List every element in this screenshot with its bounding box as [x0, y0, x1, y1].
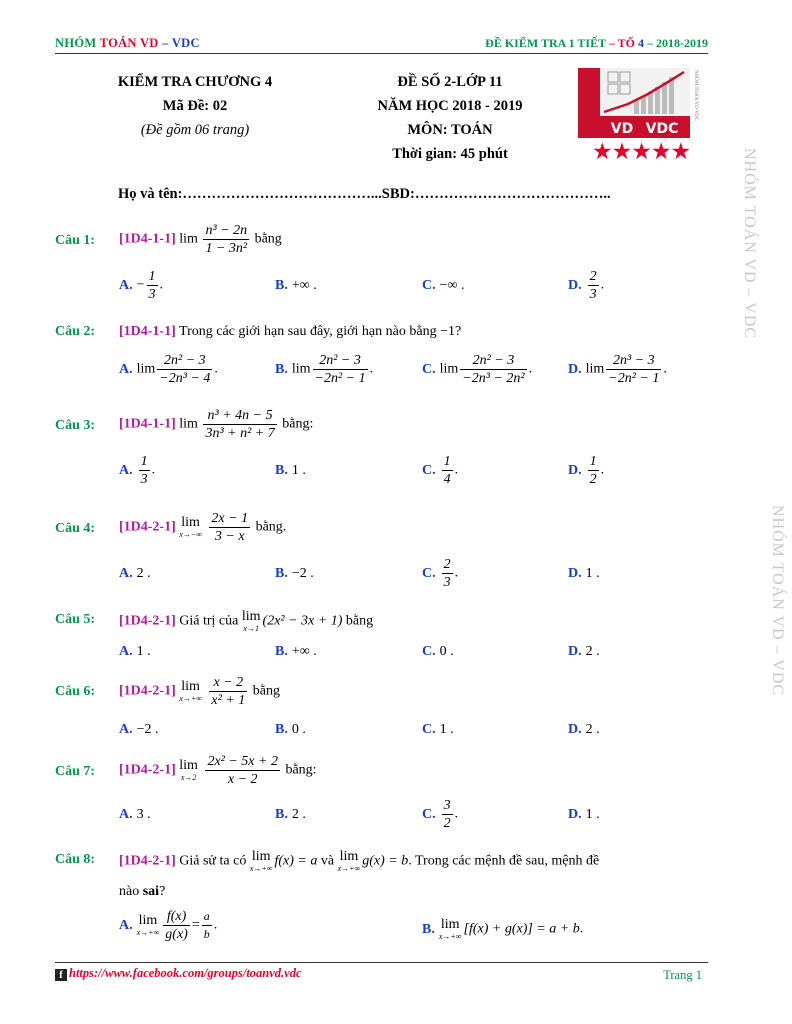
answer-dot: .	[369, 361, 374, 377]
header-right-part: – 2018-2019	[644, 36, 708, 50]
answer-letter: B.	[275, 722, 288, 737]
answer-value: 1 .	[585, 807, 600, 822]
logo-vd-text: VD	[610, 121, 634, 137]
denominator: 3	[443, 575, 451, 590]
question-text: và	[320, 853, 335, 869]
answer-dot: .	[213, 917, 218, 933]
answer-letter: B.	[275, 644, 288, 659]
exam-code: Mã Đề: 02	[162, 98, 228, 114]
lim-expression: [f(x) + g(x)] = a + b	[463, 921, 580, 937]
answer-value: 1 .	[439, 722, 454, 737]
answer-a[interactable]	[119, 722, 159, 738]
answer-a[interactable]	[119, 268, 163, 303]
answer-dot: .	[214, 361, 218, 377]
answer-d[interactable]	[568, 722, 600, 738]
answer-letter: C.	[422, 806, 436, 822]
lim-text: lim	[179, 416, 198, 432]
logo-bar	[655, 87, 660, 114]
answer-value: +∞ .	[291, 644, 317, 659]
answer-value: −2 .	[291, 566, 314, 581]
exam-subject: MÔN: TOÁN	[407, 122, 493, 138]
question-2	[55, 324, 715, 399]
logo-vdc-text: VDC	[645, 121, 679, 137]
exam-duration: Thời gian: 45 phút	[392, 146, 508, 162]
answer-letter: B.	[275, 278, 288, 293]
answer-b[interactable]	[422, 918, 583, 941]
answer-b[interactable]	[275, 463, 306, 479]
answer-letter: A.	[119, 277, 133, 293]
answer-value: 0 .	[291, 722, 306, 737]
answer-value: −2 .	[136, 722, 159, 737]
numerator: x − 2	[209, 674, 247, 692]
denominator: x − 2	[227, 772, 258, 787]
answer-c[interactable]	[422, 453, 458, 488]
answer-value: 2 .	[136, 566, 151, 581]
logo-side-text: NHÓM TOÁN VD-VDC	[693, 70, 698, 121]
lim-expression: f(x) = a	[274, 853, 318, 869]
question-text: bằng:	[285, 762, 317, 778]
numerator: n³ − 2n	[205, 223, 248, 238]
question-stem	[119, 407, 313, 442]
lim-text: lim	[181, 679, 200, 694]
facebook-icon: f	[55, 969, 67, 981]
answer-dot: .	[600, 462, 605, 478]
answer-d[interactable]	[568, 807, 600, 823]
question-8	[55, 850, 715, 960]
header-left-part: VD	[139, 36, 159, 50]
answer-value: −∞ .	[439, 278, 465, 293]
answer-dot: .	[600, 277, 605, 293]
answer-b[interactable]	[275, 807, 306, 823]
denominator: −2n³ − 4	[159, 371, 211, 386]
logo-red-bar	[578, 68, 600, 138]
question-text: Giá trị của	[179, 613, 239, 629]
answer-letter: D.	[568, 462, 582, 478]
answer-c[interactable]	[422, 722, 454, 738]
denominator: −2n² − 1	[314, 371, 366, 386]
question-emphasis: sai	[142, 884, 160, 899]
numerator: 2n² − 3	[460, 352, 526, 370]
question-code: [1D4-1-1]	[119, 231, 176, 247]
answer-dot: .	[454, 462, 459, 478]
answer-b[interactable]	[275, 278, 317, 294]
question-text: bằng	[345, 613, 374, 629]
denominator: 1 − 3n²	[205, 241, 248, 256]
lim-text: lim	[179, 231, 198, 247]
answer-dot: .	[159, 277, 164, 293]
answer-letter: B.	[275, 566, 288, 581]
question-stem	[119, 510, 286, 545]
lim-text: lim	[138, 913, 158, 928]
question-text: ?	[159, 884, 166, 899]
answer-letter: D.	[568, 277, 582, 293]
answer-letter: D.	[568, 566, 582, 581]
answer-dot: .	[528, 361, 533, 377]
answer-dot: .	[663, 361, 667, 377]
numerator: a	[202, 908, 212, 926]
answer-b[interactable]	[275, 566, 314, 582]
question-code: [1D4-2-1]	[119, 853, 176, 869]
header-group-name	[55, 36, 200, 51]
question-stem	[119, 674, 280, 709]
answer-a[interactable]	[119, 566, 151, 582]
answer-sign: −	[136, 277, 145, 293]
question-label: Câu 7:	[55, 764, 96, 779]
answer-c[interactable]	[422, 797, 458, 832]
header-divider	[55, 53, 708, 54]
question-7	[55, 753, 715, 843]
denominator: 3	[148, 287, 156, 302]
numerator: 1	[589, 454, 597, 469]
rating-stars: ★★★★★	[592, 139, 691, 164]
question-label: Câu 8:	[55, 852, 96, 867]
answer-letter: C.	[422, 278, 436, 293]
numerator: 1	[148, 269, 156, 284]
question-code: [1D4-2-1]	[119, 519, 176, 535]
numerator: 2	[443, 557, 451, 572]
answer-a[interactable]	[119, 352, 218, 387]
answer-b[interactable]	[275, 644, 317, 660]
answer-a[interactable]	[119, 807, 151, 823]
denominator: 4	[443, 472, 451, 487]
answer-letter: A.	[119, 462, 133, 478]
lim-expression: g(x) = b	[362, 853, 409, 869]
question-1	[55, 222, 715, 312]
lim-text: lim	[439, 361, 459, 377]
lim-text: lim	[291, 361, 311, 377]
answer-letter: D.	[568, 807, 582, 822]
lim-expression: (2x² − 3x + 1)	[262, 613, 343, 629]
lim-subscript: x→2	[180, 773, 197, 782]
answer-value: 0 .	[439, 644, 454, 659]
denominator: 2	[589, 472, 597, 487]
lim-text: lim	[241, 609, 261, 624]
question-stem-line2	[119, 884, 165, 900]
numerator: 2n³ − 3	[606, 352, 661, 370]
question-code: [1D4-2-1]	[119, 762, 176, 778]
answer-value: 2 .	[585, 722, 600, 737]
denominator: −2n² − 1	[608, 371, 660, 386]
question-label: Câu 4:	[55, 521, 96, 536]
question-3	[55, 407, 715, 497]
answer-b[interactable]	[275, 722, 306, 738]
question-text: Giả sử ta có	[179, 853, 247, 869]
answer-d[interactable]	[568, 644, 600, 660]
numerator: 1	[443, 454, 451, 469]
answer-value: 1 .	[291, 463, 306, 478]
question-text: Trong các giới hạn sau đây, giới hạn nào bằng −1?	[179, 324, 462, 339]
watermark-text: NHÓM TOÁN VD – VDC	[741, 148, 758, 340]
answer-value: 1 .	[136, 644, 151, 659]
denominator: 3n³ + n² + 7	[205, 426, 275, 441]
answer-d[interactable]	[568, 566, 600, 582]
question-label: Câu 5:	[55, 612, 96, 627]
footer-facebook-link[interactable]	[55, 966, 302, 981]
question-5	[55, 610, 715, 660]
page-number: Trang 1	[663, 968, 702, 982]
lim-subscript: x→+∞	[438, 932, 462, 941]
answer-letter: D.	[568, 722, 582, 737]
answer-a[interactable]	[119, 644, 151, 660]
answer-letter: B.	[275, 463, 288, 478]
answer-letter: D.	[568, 644, 582, 659]
answer-b[interactable]	[275, 352, 373, 387]
logo-bar	[641, 96, 646, 114]
denominator: 3	[589, 287, 597, 302]
question-label: Câu 6:	[55, 684, 96, 699]
numerator: 2	[589, 269, 597, 284]
lim-subscript: x→+∞	[249, 864, 273, 873]
denominator: 3 − x	[214, 529, 245, 544]
footer-link-text: https://www.facebook.com/groups/toanvd.vdc	[69, 966, 302, 980]
numerator: 2x² − 5x + 2	[207, 754, 278, 769]
denominator: x² + 1	[211, 693, 246, 708]
numerator: 1	[140, 454, 148, 469]
question-label: Câu 2:	[55, 324, 96, 339]
answer-dot: .	[151, 462, 156, 478]
question-code: [1D4-2-1]	[119, 683, 176, 699]
lim-subscript: x→1	[243, 624, 259, 633]
exam-page-count: (Đề gồm 06 trang)	[140, 122, 250, 138]
question-stem: [1D4-2-1] Giả sử ta có lim x→+∞ f(x) = a và lim x→+∞ g(x) = b. Trong các mệnh đề sau, mệnh đề	[119, 849, 600, 873]
header-left-part: TOÁN	[99, 36, 140, 50]
numerator: 3	[443, 798, 451, 813]
question-label: Câu 1:	[55, 233, 96, 248]
logo-bar	[662, 82, 667, 114]
equals-sign: =	[191, 917, 200, 933]
answer-c[interactable]	[422, 556, 458, 591]
answer-value: 3 .	[136, 807, 151, 822]
logo-bar	[669, 77, 674, 114]
lim-subscript: x→+∞	[136, 928, 160, 937]
answer-letter: B.	[275, 361, 288, 377]
answer-letter: A.	[119, 807, 133, 822]
answer-value: 2 .	[585, 644, 600, 659]
denominator: 3	[140, 472, 148, 487]
header-right-part: 4	[638, 36, 644, 50]
question-text: bằng:	[282, 416, 314, 432]
answer-a[interactable]	[119, 908, 217, 943]
answer-d[interactable]	[568, 268, 604, 303]
answer-letter: A.	[119, 644, 133, 659]
answer-value: 2 .	[291, 807, 306, 822]
header-exam-title	[485, 36, 708, 51]
answer-c[interactable]	[422, 644, 454, 660]
question-code: [1D4-2-1]	[119, 613, 176, 629]
answer-d[interactable]	[568, 352, 667, 387]
footer-divider	[55, 962, 708, 963]
answer-a[interactable]	[119, 453, 155, 488]
question-stem	[119, 610, 373, 633]
fraction	[203, 222, 249, 257]
answer-letter: B.	[422, 921, 435, 937]
lim-subscript: x→−∞	[179, 530, 202, 539]
question-stem	[119, 753, 317, 788]
answer-letter: C.	[422, 644, 436, 659]
question-text: . Trong các mệnh đề sau, mệnh đề	[408, 853, 600, 869]
header-left-part: VDC	[171, 36, 200, 50]
logo-bar	[634, 100, 639, 114]
answer-letter: A.	[119, 566, 133, 581]
lim-text: lim	[179, 758, 198, 773]
denominator: b	[203, 927, 210, 941]
answer-letter: A.	[119, 361, 133, 377]
header-left-part: –	[158, 36, 172, 50]
denominator: −2n³ − 2n²	[462, 371, 525, 386]
answer-c[interactable]	[422, 278, 465, 294]
lim-text: lim	[440, 917, 460, 932]
numerator: 2n² − 3	[313, 352, 368, 370]
answer-value: 1 .	[585, 566, 600, 581]
header-right-part: – TỔ	[608, 36, 638, 50]
student-info-line: Họ và tên:…………………………………...SBD:…………………………………..	[118, 186, 611, 202]
numerator: n³ + 4n − 5	[203, 407, 276, 425]
denominator: 2	[443, 816, 451, 831]
denominator: g(x)	[165, 927, 188, 942]
question-code: [1D4-1-1]	[119, 416, 176, 432]
answer-dot: .	[454, 565, 459, 581]
question-label: Câu 3:	[55, 418, 96, 433]
answer-dot: .	[579, 921, 584, 937]
question-text: nào	[119, 884, 143, 899]
question-6	[55, 674, 715, 744]
exam-info-left	[100, 70, 290, 142]
exam-year: NĂM HỌC 2018 - 2019	[377, 98, 523, 114]
answer-letter: C.	[422, 462, 436, 478]
question-stem	[119, 324, 461, 340]
watermark-text: NHÓM TOÁN VD – VDC	[769, 505, 786, 697]
question-text: bằng	[252, 683, 280, 699]
numerator: f(x)	[163, 908, 190, 926]
answer-letter: C.	[422, 361, 436, 377]
logo-bar	[648, 92, 653, 114]
answer-c[interactable]	[422, 352, 532, 387]
group-logo	[578, 68, 700, 138]
question-text: bằng.	[255, 519, 287, 535]
lim-text: lim	[585, 361, 605, 377]
header-right-part: ĐỀ KIỂM TRA 1 TIẾT	[485, 36, 609, 50]
lim-text: lim	[136, 361, 156, 377]
answer-letter: A.	[119, 722, 133, 737]
lim-text: lim	[181, 515, 200, 530]
answer-dot: .	[454, 806, 459, 822]
question-4	[55, 510, 715, 600]
exam-info-mid	[355, 70, 545, 166]
answer-letter: C.	[422, 565, 436, 581]
lim-subscript: x→+∞	[337, 864, 361, 873]
question-code: [1D4-1-1]	[119, 324, 176, 339]
answer-letter: A.	[119, 917, 133, 933]
answer-letter: C.	[422, 722, 436, 737]
answer-value: +∞ .	[291, 278, 317, 293]
answer-d[interactable]	[568, 453, 604, 488]
exam-number: ĐỀ SỐ 2-LỚP 11	[397, 74, 503, 90]
question-text: bằng	[254, 231, 282, 247]
numerator: 2n² − 3	[157, 352, 212, 370]
header-left-part: NHÓM	[55, 36, 100, 50]
question-stem	[119, 222, 282, 257]
answer-letter: B.	[275, 807, 288, 822]
answer-letter: D.	[568, 361, 582, 377]
numerator: 2x − 1	[211, 511, 249, 526]
exam-chapter: KIỂM TRA CHƯƠNG 4	[117, 74, 273, 90]
lim-subscript: x→+∞	[179, 694, 202, 703]
